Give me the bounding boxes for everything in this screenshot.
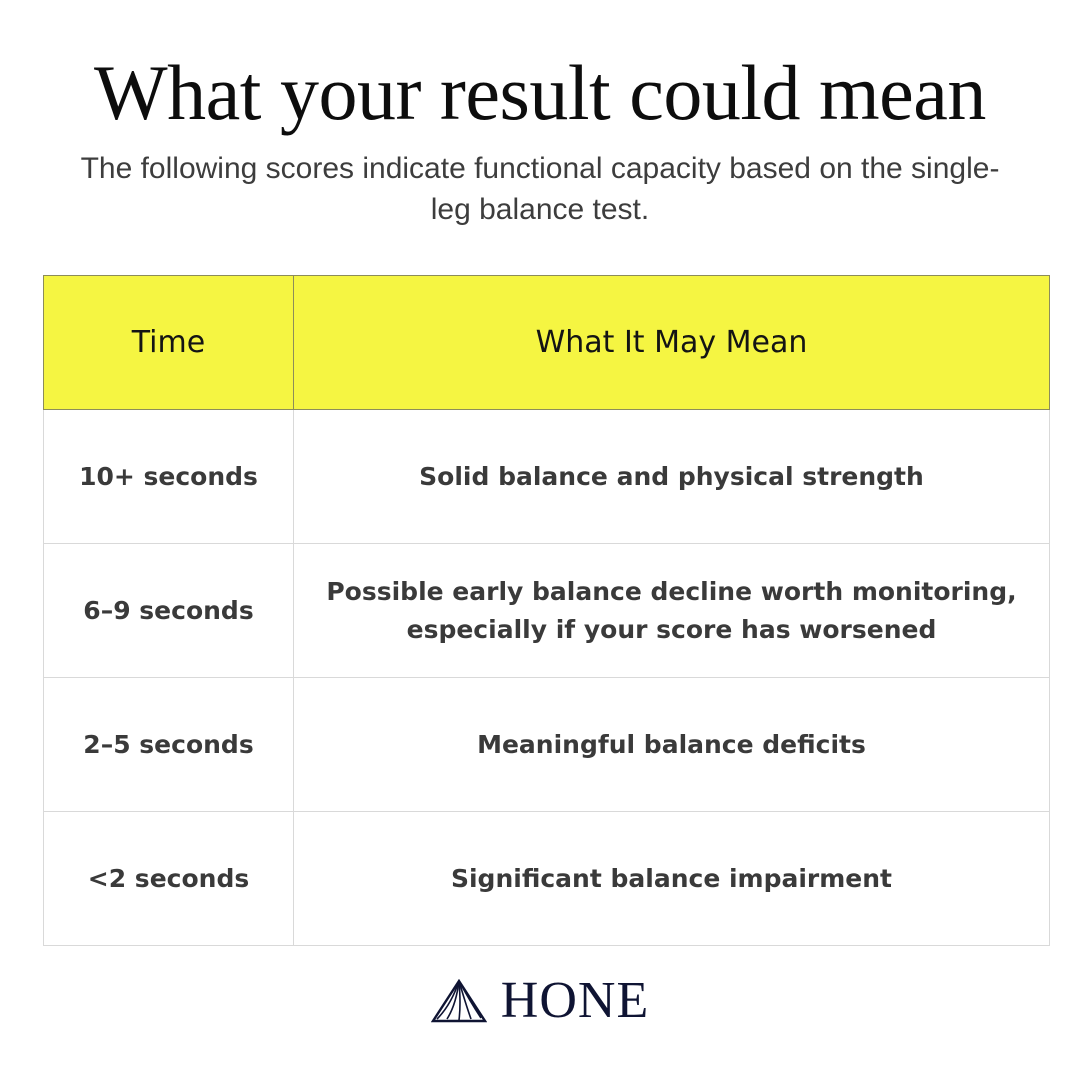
column-header-time: Time [44,276,294,410]
meaning-cell: Solid balance and physical strength [294,410,1050,544]
table-row [44,544,1050,678]
page-title: What your result could mean [94,49,986,136]
hone-mountain-icon [431,979,487,1023]
time-cell: <2 seconds [44,812,294,946]
page-subtitle: The following scores indicate functional capacity based on the single-leg balance test. [80,152,1000,226]
column-header-meaning: What It May Mean [294,276,1050,410]
results-table-container [43,275,1049,945]
brand-logo [0,972,1080,1029]
time-cell: 2–5 seconds [44,678,294,812]
meaning-cell: Meaningful balance deficits [294,678,1050,812]
table-row [44,678,1050,812]
table-header-row [44,276,1050,410]
time-cell: 6–9 seconds [44,544,294,678]
meaning-cell: Significant balance impairment [294,812,1050,946]
meaning-cell: Possible early balance decline worth monitoring, especially if your score has worsened [294,544,1050,678]
time-cell: 10+ seconds [44,410,294,544]
brand-name: HONE [500,972,650,1029]
table-row [44,410,1050,544]
table-row [44,812,1050,946]
results-table [43,275,1050,946]
